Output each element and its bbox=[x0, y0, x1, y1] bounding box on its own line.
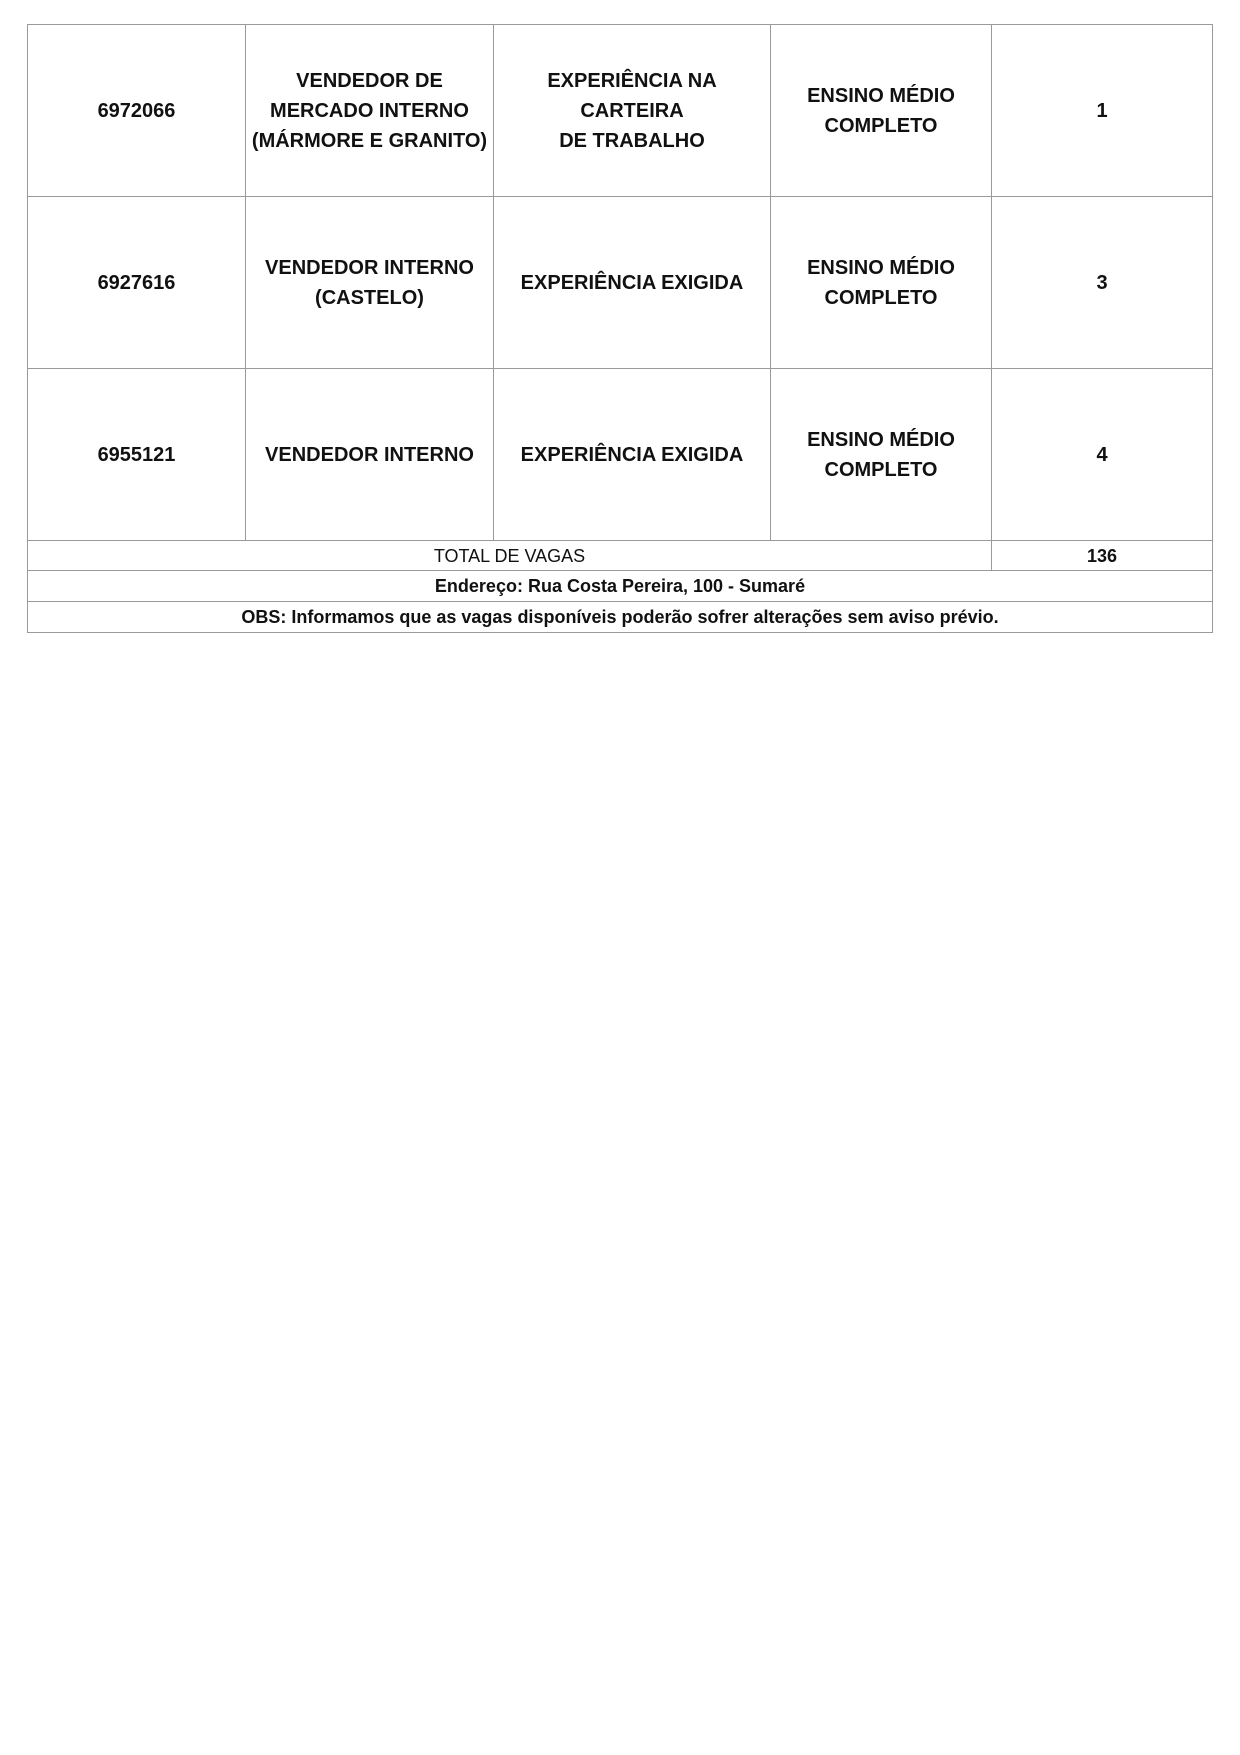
total-label: TOTAL DE VAGAS bbox=[28, 541, 992, 571]
job-position-line: MERCADO INTERNO bbox=[270, 99, 469, 122]
experience-line: EXPERIÊNCIA EXIGIDA bbox=[520, 443, 744, 466]
note-row bbox=[28, 602, 1213, 633]
experience-line: EXPERIÊNCIA NA CARTEIRA bbox=[547, 69, 717, 122]
education-line: COMPLETO bbox=[824, 114, 938, 137]
vacancy-count-cell: 4 bbox=[992, 369, 1213, 541]
job-position-line: VENDEDOR INTERNO bbox=[265, 256, 474, 279]
education-cell bbox=[771, 197, 992, 369]
address-row bbox=[28, 571, 1213, 602]
education-cell bbox=[771, 25, 992, 197]
vacancy-count-cell: 1 bbox=[992, 25, 1213, 197]
education-line: ENSINO MÉDIO bbox=[807, 256, 955, 279]
education-line: COMPLETO bbox=[824, 458, 938, 481]
job-position-line: VENDEDOR INTERNO bbox=[265, 443, 474, 466]
job-code-cell: 6927616 bbox=[28, 197, 246, 369]
job-position-line: VENDEDOR DE bbox=[296, 69, 443, 92]
education-cell bbox=[771, 369, 992, 541]
experience-cell bbox=[494, 25, 771, 197]
job-position-cell bbox=[246, 25, 494, 197]
job-code-cell: 6955121 bbox=[28, 369, 246, 541]
experience-cell bbox=[494, 197, 771, 369]
experience-line: DE TRABALHO bbox=[559, 129, 705, 152]
table-row bbox=[28, 369, 1213, 541]
job-position-line: (MÁRMORE E GRANITO) bbox=[251, 129, 488, 152]
education-line: COMPLETO bbox=[824, 286, 938, 309]
experience-cell bbox=[494, 369, 771, 541]
experience-line: EXPERIÊNCIA EXIGIDA bbox=[520, 271, 744, 294]
job-position-line: (CASTELO) bbox=[315, 286, 424, 309]
total-row bbox=[28, 541, 1213, 571]
job-position-cell bbox=[246, 197, 494, 369]
total-value: 136 bbox=[992, 541, 1213, 571]
table-row bbox=[28, 197, 1213, 369]
note-text: OBS: Informamos que as vagas disponíveis poderão sofrer alterações sem aviso prévio. bbox=[28, 602, 1213, 633]
vacancy-count-cell: 3 bbox=[992, 197, 1213, 369]
job-vacancies-table bbox=[27, 24, 1213, 633]
table-row bbox=[28, 25, 1213, 197]
address-text: Endereço: Rua Costa Pereira, 100 - Sumaré bbox=[28, 571, 1213, 602]
job-position-cell bbox=[246, 369, 494, 541]
education-line: ENSINO MÉDIO bbox=[807, 428, 955, 451]
education-line: ENSINO MÉDIO bbox=[807, 84, 955, 107]
job-code-cell: 6972066 bbox=[28, 25, 246, 197]
